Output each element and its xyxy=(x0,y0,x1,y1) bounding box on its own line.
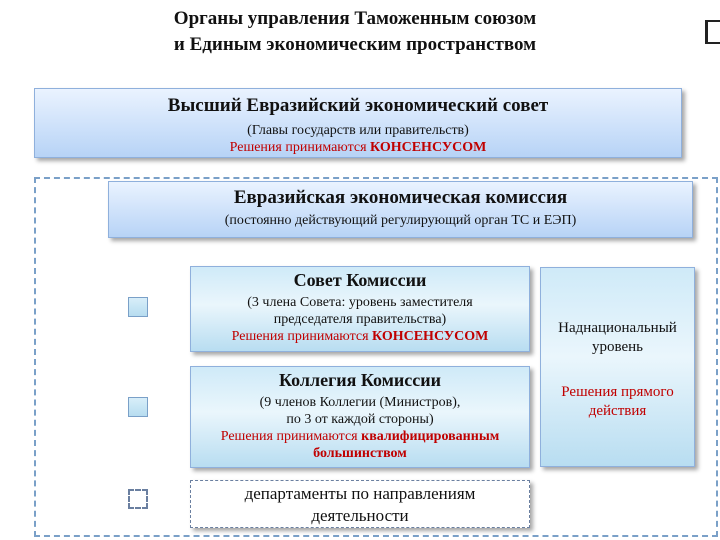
corner-bracket xyxy=(705,20,720,44)
legend-square-departments xyxy=(128,489,148,509)
supranational-line-1: Наднациональный xyxy=(558,320,677,336)
diagram-title xyxy=(150,6,560,58)
supreme-council-subtitle: (Главы государств или правительств) xyxy=(247,123,469,138)
board-line-1: (9 членов Коллегии (Министров), xyxy=(259,395,461,410)
commission-box xyxy=(108,181,693,238)
title-line-2: и Единым экономическим пространством xyxy=(173,34,537,55)
board-line-2: по 3 от каждой стороны) xyxy=(286,412,434,427)
direct-action-line-2: действия xyxy=(588,403,647,419)
commission-council-line-2: председателя правительства) xyxy=(273,312,447,327)
board-decision-cont: большинством xyxy=(313,446,407,461)
commission-council-line-1: (3 члена Совета: уровень заместителя xyxy=(247,295,473,310)
legend-square-council xyxy=(128,297,148,317)
commission-council-heading: Совет Комиссии xyxy=(293,270,427,290)
board-decision: Решения принимаются квалифицированным xyxy=(220,429,500,444)
supreme-council-heading: Высший Евразийский экономический совет xyxy=(167,95,549,116)
commission-heading: Евразийская экономическая комиссия xyxy=(233,187,568,208)
board-box xyxy=(190,366,530,468)
supreme-council-decision: Решения принимаются КОНСЕНСУСОМ xyxy=(229,140,487,155)
supranational-line-2: уровень xyxy=(591,339,644,355)
departments-line-2: деятельности xyxy=(311,506,409,525)
board-heading: Коллегия Комиссии xyxy=(278,370,442,390)
legend-square-board xyxy=(128,397,148,417)
supranational-box xyxy=(540,267,695,467)
commission-council-box xyxy=(190,266,530,352)
commission-council-decision: Решения принимаются КОНСЕНСУСОМ xyxy=(231,329,489,344)
departments-line-1: департаменты по направлениям xyxy=(244,484,476,503)
title-line-1: Органы управления Таможенным союзом xyxy=(173,8,537,29)
departments-box xyxy=(190,480,530,528)
direct-action-line-1: Решения прямого xyxy=(561,384,674,400)
supreme-council-box xyxy=(34,88,682,158)
commission-subtitle: (постоянно действующий регулирующий орган ТС и ЕЭП) xyxy=(224,213,577,228)
